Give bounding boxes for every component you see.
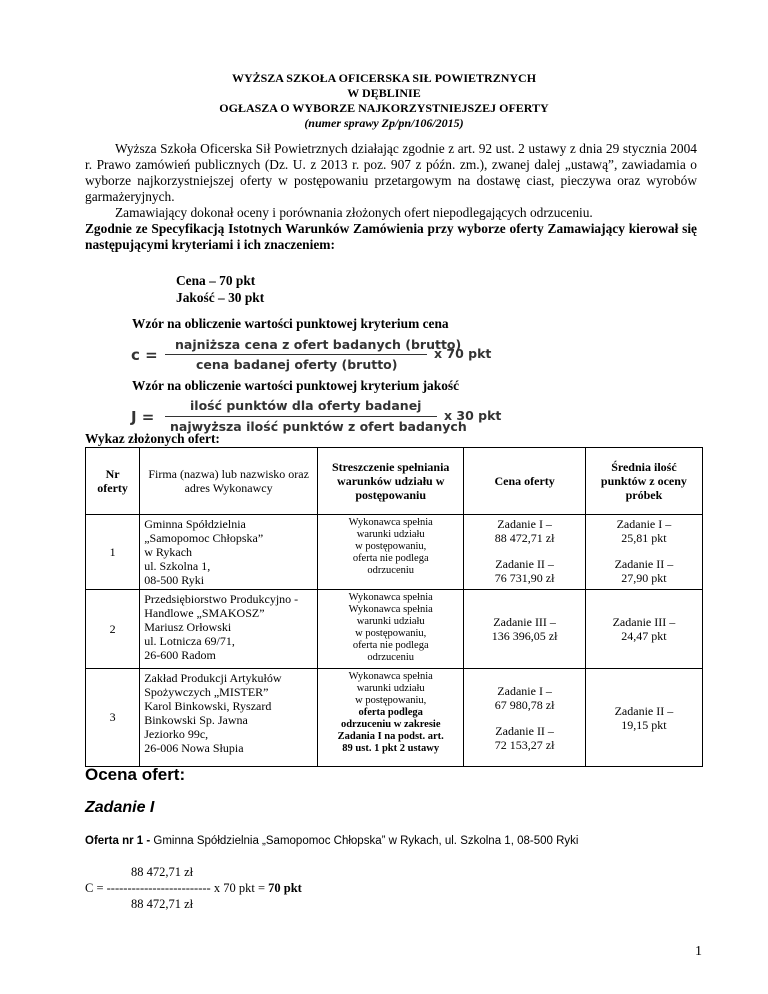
score-line: 19,15 pkt (621, 717, 667, 732)
header-firm: Firma (nazwa) lub nazwisko oraz adres Wykonawcy (140, 448, 318, 515)
score-line: Zadanie II – (614, 703, 674, 718)
header-nr: Nr oferty (86, 448, 140, 515)
calc-prefix: C = (85, 881, 104, 895)
firm-line: Mariusz Orłowski (144, 620, 232, 634)
firm-line: w Rykach (144, 545, 193, 559)
summary-line-bold: oferta podlega (358, 707, 423, 718)
score-line: Zadanie III – (612, 615, 676, 629)
summary-line: oferta nie podlega (352, 640, 429, 651)
price-line: Zadanie I – (497, 517, 552, 531)
offer-text: Gminna Spółdzielnia „Samopomoc Chłopska” w Rykach, ul. Szkolna 1, 08-500 Ryki (153, 835, 579, 847)
evaluation-note: Zamawiający dokonał oceny i porównania złożonych ofert niepodlegających odrzuceniu. (115, 205, 593, 220)
firm-line: Binkowski Sp. Jawna (144, 713, 248, 727)
firm-line: „Samopomoc Chłopska” (144, 531, 264, 545)
task-title: Zadanie I (85, 799, 155, 816)
row-nr: 3 (86, 669, 140, 767)
row-nr: 1 (86, 515, 140, 590)
price-line: Zadanie II – (495, 557, 554, 571)
firm-line: ul. Lotnicza 69/71, (144, 634, 235, 648)
row-firm (140, 590, 318, 669)
quality-fraction-line (165, 416, 437, 417)
score-line: 25,81 pkt (621, 531, 667, 545)
header-price: Cena oferty (464, 448, 585, 515)
price-fraction-line (165, 354, 427, 355)
row-score (585, 590, 702, 669)
firm-line: Zakład Produkcji Artykułów (144, 671, 282, 685)
price-line: 136 396,05 zł (491, 629, 558, 643)
calc-line (85, 880, 302, 897)
row-summary (318, 590, 464, 669)
criterion-quality: Jakość – 30 pkt (176, 290, 265, 305)
firm-line: 26-600 Radom (144, 648, 216, 662)
criterion-price: Cena – 70 pkt (176, 273, 256, 288)
row-firm (140, 515, 318, 590)
firm-line: Handlowe „SMAKOSZ” (144, 606, 265, 620)
summary-line: w postępowaniu, (355, 541, 427, 552)
quality-formula-lhs: J = (131, 408, 155, 426)
price-line: Zadanie I – (497, 683, 552, 698)
firm-line: Spożywczych „MISTER” (144, 685, 269, 699)
intro-paragraph: Wyższa Szkoła Oficerska Sił Powietrznych działając zgodnie z art. 92 ust. 2 ustawy z dnia 29 stycznia 2004 r. Prawo zamówień publicznych (Dz. U. z 2013 r. poz. 907 z późn. zm.), zwanej dalej „ustawą”, zawiadamia o wyborze najkorzystniejszej oferty w postępowaniu przetargowym na dostawę ciast, pieczywa oraz wyrobów garmażeryjnych. (85, 141, 697, 204)
summary-line: w postępowaniu, (355, 695, 427, 706)
quality-formula-title: Wzór na obliczenie wartości punktowej kryterium jakość (132, 378, 460, 393)
offers-list-title: Wykaz złożonych ofert: (85, 431, 220, 446)
offer-line (85, 835, 578, 847)
price-line: 88 472,71 zł (494, 531, 555, 545)
calc-multiplier: x 70 pkt = (213, 881, 265, 895)
summary-line: warunki udziału (356, 616, 425, 627)
summary-line: warunki udziału (356, 683, 425, 694)
summary-line: odrzuceniu (367, 565, 415, 576)
offers-table (85, 447, 703, 767)
header-line-1: WYŻSZA SZKOŁA OFICERSKA SIŁ POWIETRZNYCH (231, 71, 537, 85)
summary-line: Wykonawca spełnia (348, 517, 433, 528)
calc-denominator: 88 472,71 zł (131, 897, 194, 911)
row-price (464, 590, 585, 669)
table-row (86, 590, 703, 669)
table-header-row (86, 448, 703, 515)
calc-numerator: 88 472,71 zł (131, 865, 194, 879)
summary-line: warunki udziału (356, 529, 425, 540)
summary-line-bold: odrzuceniu w zakresie (340, 719, 441, 730)
quality-formula-numerator: ilość punktów dla oferty badanej (190, 398, 422, 413)
summary-line: odrzuceniu (367, 652, 415, 663)
price-formula-numerator: najniższa cena z ofert badanych (brutto) (175, 337, 462, 352)
price-line: 72 153,27 zł (494, 737, 555, 752)
firm-line: Przedsiębiorstwo Produkcyjno - (144, 592, 299, 606)
summary-line: Wykonawca spełnia (348, 671, 433, 682)
table-row (86, 515, 703, 590)
firm-line: Karol Binkowski, Ryszard (144, 699, 272, 713)
price-formula-title: Wzór na obliczenie wartości punktowej kryterium cena (132, 316, 449, 331)
score-line: Zadanie II – (614, 557, 674, 571)
price-line: 76 731,90 zł (494, 571, 555, 585)
calc-result: 70 pkt (268, 881, 302, 895)
firm-line: Jeziorko 99c, (144, 727, 209, 741)
firm-line: 26-006 Nowa Słupia (144, 741, 244, 755)
summary-line: Wykonawca spełnia (348, 604, 433, 615)
summary-line-bold: 89 ust. 1 pkt 2 ustawy (342, 743, 440, 754)
quality-formula-denominator: najwyższa ilość punktów z ofert badanych (170, 419, 467, 434)
row-nr: 2 (86, 590, 140, 669)
price-formula-lhs: c = (131, 346, 158, 364)
row-price (464, 669, 585, 767)
price-line: Zadanie III – (493, 615, 556, 629)
criteria-intro: Zgodnie ze Specyfikacją Istotnych Warunków Zamówienia przy wyborze oferty Zamawiający kierował się następującymi kryteriami i ich znaczeniem: (85, 221, 697, 252)
price-formula-multiplier: x 70 pkt (434, 346, 492, 361)
price-formula-denominator: cena badanej oferty (brutto) (196, 357, 398, 372)
evaluation-title: Ocena ofert: (85, 765, 186, 784)
firm-line: Gminna Spółdzielnia (144, 517, 246, 531)
row-summary (318, 669, 464, 767)
price-line: 67 980,78 zł (494, 697, 555, 712)
offer-label: Oferta nr 1 - (85, 835, 151, 847)
table-row (86, 669, 703, 767)
score-line: Zadanie I – (616, 517, 672, 531)
case-number: (numer sprawy Zp/pn/106/2015) (304, 116, 464, 130)
header-line-2: W DĘBLINIE (347, 86, 421, 100)
score-line: 24,47 pkt (621, 629, 667, 643)
calc-dashes: ------------------------- (106, 881, 211, 895)
header-summary: Streszczenie spełniania warunków udziału w postępowaniu (318, 448, 464, 515)
row-price (464, 515, 585, 590)
header-line-3: OGŁASZA O WYBORZE NAJKORZYSTNIEJSZEJ OFERTY (219, 101, 549, 115)
summary-line: w postępowaniu, (355, 628, 427, 639)
header-score: Średnia ilość punktów z oceny próbek (585, 448, 702, 515)
price-line: Zadanie II – (495, 723, 554, 738)
summary-line: oferta nie podlega (352, 553, 429, 564)
row-score (585, 515, 702, 590)
row-summary (318, 515, 464, 590)
quality-formula-multiplier: x 30 pkt (444, 408, 502, 423)
firm-line: 08-500 Ryki (144, 573, 205, 587)
summary-line-bold: Zadania I na podst. art. (337, 731, 444, 742)
row-firm (140, 669, 318, 767)
summary-line: Wykonawca spełnia (348, 592, 433, 603)
firm-line: ul. Szkolna 1, (144, 559, 211, 573)
score-line: 27,90 pkt (621, 571, 667, 585)
page-number: 1 (695, 944, 702, 959)
row-score (585, 669, 702, 767)
